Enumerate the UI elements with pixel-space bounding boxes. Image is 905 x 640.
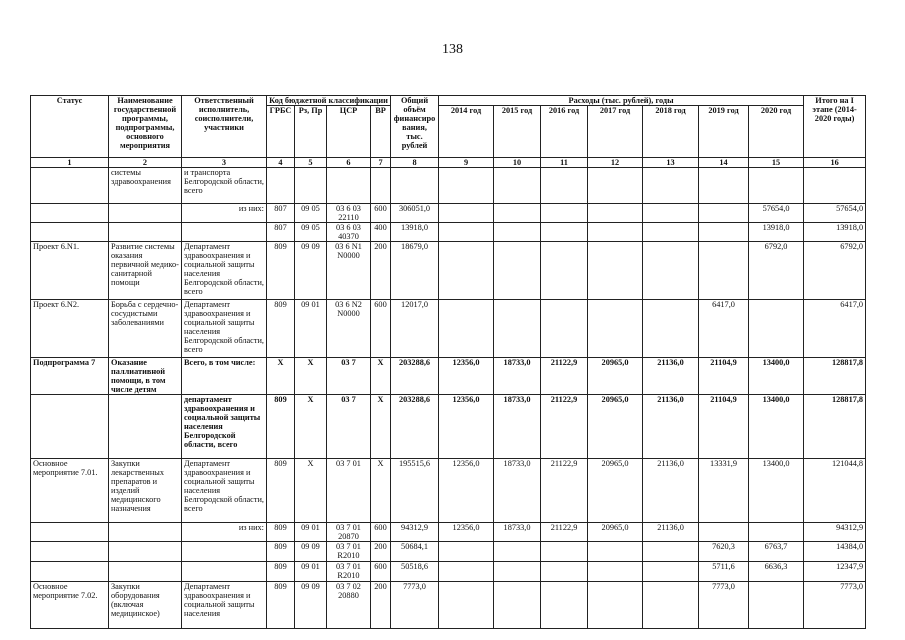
row-year-value: 18733,0 — [494, 523, 541, 542]
row-name — [109, 395, 182, 459]
row-year-value — [588, 300, 643, 358]
row-total-volume: 94312,9 — [391, 523, 439, 542]
row-year-value — [439, 204, 494, 223]
row-responsible: Департамент здравоохранения и социальной защиты населения Белгородской области, всего — [182, 459, 267, 523]
row-year-value: 21136,0 — [643, 523, 699, 542]
header-expenses: Расходы (тыс. рублей), годы — [439, 96, 804, 106]
row-year-value — [749, 168, 804, 204]
row-year-value: 6792,0 — [749, 242, 804, 300]
row-stage-total: 128817,8 — [804, 358, 866, 395]
row-total-volume: 195515,6 — [391, 459, 439, 523]
table-row — [31, 395, 866, 459]
row-year-value — [439, 542, 494, 562]
row-year-value: 13400,0 — [749, 459, 804, 523]
row-year-value — [541, 562, 588, 582]
row-name: Закупки лекарственных препаратов и изделий медицинского назначения — [109, 459, 182, 523]
row-year-value — [494, 168, 541, 204]
row-rzpr: 09 09 — [295, 582, 327, 629]
column-number: 9 — [439, 158, 494, 168]
row-year-value — [494, 582, 541, 629]
row-year-value — [541, 300, 588, 358]
column-number: 8 — [391, 158, 439, 168]
row-year-value — [588, 542, 643, 562]
row-csr — [327, 168, 371, 204]
header-year: 2015 год — [494, 106, 541, 158]
row-year-value — [643, 562, 699, 582]
column-number: 3 — [182, 158, 267, 168]
row-total-volume: 306051,0 — [391, 204, 439, 223]
row-name — [109, 223, 182, 242]
header-vr: ВР — [371, 106, 391, 158]
row-responsible: Департамент здравоохранения и социальной защиты населения Белгородской области, всего — [182, 300, 267, 358]
row-responsible: из них: — [182, 204, 267, 223]
row-vr: X — [371, 459, 391, 523]
column-number: 5 — [295, 158, 327, 168]
row-rzpr: X — [295, 459, 327, 523]
row-year-value — [643, 242, 699, 300]
row-rzpr: 09 05 — [295, 223, 327, 242]
row-rzpr — [295, 168, 327, 204]
row-stage-total: 94312,9 — [804, 523, 866, 542]
row-grbs: X — [267, 358, 295, 395]
row-status — [31, 223, 109, 242]
row-rzpr: X — [295, 358, 327, 395]
column-number: 1 — [31, 158, 109, 168]
row-year-value: 13918,0 — [749, 223, 804, 242]
row-stage-total — [804, 168, 866, 204]
row-status — [31, 523, 109, 542]
row-year-value — [749, 300, 804, 358]
row-responsible: департамент здравоохранения и социальной защиты населения Белгородской области, всего — [182, 395, 267, 459]
row-year-value — [588, 223, 643, 242]
column-number: 16 — [804, 158, 866, 168]
row-vr: 600 — [371, 562, 391, 582]
row-year-value — [588, 242, 643, 300]
header-stage-total: Итого на I этапе (2014-2020 годы) — [804, 96, 866, 158]
row-status: Подпрограмма 7 — [31, 358, 109, 395]
row-rzpr: 09 09 — [295, 542, 327, 562]
table-body — [31, 168, 866, 629]
row-year-value — [541, 242, 588, 300]
row-year-value — [439, 168, 494, 204]
column-number: 15 — [749, 158, 804, 168]
row-year-value: 57654,0 — [749, 204, 804, 223]
row-year-value: 18733,0 — [494, 395, 541, 459]
header-grbs: ГРБС — [267, 106, 295, 158]
row-year-value — [699, 242, 749, 300]
table-header — [31, 96, 866, 168]
row-total-volume: 50518,6 — [391, 562, 439, 582]
row-year-value — [749, 523, 804, 542]
row-stage-total: 12347,9 — [804, 562, 866, 582]
row-status — [31, 562, 109, 582]
row-stage-total: 121044,8 — [804, 459, 866, 523]
row-year-value — [439, 562, 494, 582]
row-year-value: 21122,9 — [541, 523, 588, 542]
row-year-value: 21104,9 — [699, 358, 749, 395]
row-stage-total: 6417,0 — [804, 300, 866, 358]
row-responsible — [182, 223, 267, 242]
row-vr: 600 — [371, 523, 391, 542]
table-row — [31, 582, 866, 629]
table-row — [31, 300, 866, 358]
row-vr: 200 — [371, 542, 391, 562]
header-year: 2017 год — [588, 106, 643, 158]
row-year-value: 13400,0 — [749, 358, 804, 395]
row-name: Развитие системы оказания первичной медико-санитарной помощи — [109, 242, 182, 300]
table-row — [31, 542, 866, 562]
table-row — [31, 523, 866, 542]
row-status — [31, 542, 109, 562]
row-year-value — [494, 300, 541, 358]
row-name: системы здравоохранения — [109, 168, 182, 204]
row-year-value — [643, 168, 699, 204]
header-year: 2019 год — [699, 106, 749, 158]
header-year: 2018 год — [643, 106, 699, 158]
row-year-value: 20965,0 — [588, 459, 643, 523]
row-responsible: и транспорта Белгородской области, всего — [182, 168, 267, 204]
row-vr: 200 — [371, 582, 391, 629]
row-year-value — [494, 223, 541, 242]
row-year-value — [494, 204, 541, 223]
row-year-value — [749, 582, 804, 629]
row-stage-total: 128817,8 — [804, 395, 866, 459]
row-total-volume: 203288,6 — [391, 358, 439, 395]
row-year-value: 21122,9 — [541, 459, 588, 523]
row-name: Борьба с сердечно-сосудистыми заболеваниями — [109, 300, 182, 358]
row-stage-total: 13918,0 — [804, 223, 866, 242]
row-year-value: 21122,9 — [541, 395, 588, 459]
row-stage-total: 14384,0 — [804, 542, 866, 562]
row-vr: 200 — [371, 242, 391, 300]
row-year-value: 6763,7 — [749, 542, 804, 562]
row-name — [109, 562, 182, 582]
row-year-value: 18733,0 — [494, 358, 541, 395]
column-number: 2 — [109, 158, 182, 168]
row-csr: 03 7 — [327, 358, 371, 395]
row-responsible: Всего, в том числе: — [182, 358, 267, 395]
header-year: 2020 год — [749, 106, 804, 158]
header-total-volume: Общий объём финансиро вания, тыс. рублей — [391, 96, 439, 158]
row-rzpr: 09 09 — [295, 242, 327, 300]
header-status: Статус — [31, 96, 109, 158]
header-rzpr: Рз, Пр — [295, 106, 327, 158]
column-number: 12 — [588, 158, 643, 168]
row-grbs — [267, 168, 295, 204]
row-responsible: Департамент здравоохранения и социальной защиты населения Белгородской области, всего — [182, 242, 267, 300]
row-name — [109, 523, 182, 542]
row-name: Закупки оборудования (включая медицинское) — [109, 582, 182, 629]
row-year-value — [699, 523, 749, 542]
row-year-value: 7773,0 — [699, 582, 749, 629]
column-number: 14 — [699, 158, 749, 168]
row-csr: 03 6 03 22110 — [327, 204, 371, 223]
row-year-value: 12356,0 — [439, 459, 494, 523]
row-year-value: 13400,0 — [749, 395, 804, 459]
row-year-value: 21122,9 — [541, 358, 588, 395]
row-year-value: 21136,0 — [643, 459, 699, 523]
row-grbs: 809 — [267, 242, 295, 300]
row-grbs: 807 — [267, 204, 295, 223]
row-grbs: 809 — [267, 562, 295, 582]
row-grbs: 807 — [267, 223, 295, 242]
row-rzpr: 09 05 — [295, 204, 327, 223]
row-vr: 600 — [371, 204, 391, 223]
row-stage-total: 7773,0 — [804, 582, 866, 629]
row-year-value: 12356,0 — [439, 358, 494, 395]
header-csr: ЦСР — [327, 106, 371, 158]
column-number: 13 — [643, 158, 699, 168]
row-total-volume — [391, 168, 439, 204]
row-total-volume: 12017,0 — [391, 300, 439, 358]
column-number: 10 — [494, 158, 541, 168]
row-year-value — [643, 582, 699, 629]
row-csr: 03 7 01 20870 — [327, 523, 371, 542]
row-status — [31, 168, 109, 204]
row-year-value — [494, 542, 541, 562]
row-total-volume: 18679,0 — [391, 242, 439, 300]
row-grbs: 809 — [267, 542, 295, 562]
header-budget-code: Код бюджетной классификации — [267, 96, 391, 106]
row-csr: 03 7 — [327, 395, 371, 459]
row-grbs: 809 — [267, 395, 295, 459]
row-rzpr: 09 01 — [295, 300, 327, 358]
row-responsible — [182, 542, 267, 562]
row-responsible — [182, 562, 267, 582]
row-year-value: 12356,0 — [439, 523, 494, 542]
table-row — [31, 358, 866, 395]
row-year-value: 13331,9 — [699, 459, 749, 523]
row-year-value — [588, 562, 643, 582]
row-year-value — [541, 168, 588, 204]
row-year-value: 20965,0 — [588, 358, 643, 395]
row-vr: 400 — [371, 223, 391, 242]
row-grbs: 809 — [267, 523, 295, 542]
row-status — [31, 395, 109, 459]
column-number: 7 — [371, 158, 391, 168]
row-year-value — [643, 223, 699, 242]
header-responsible: Ответственный исполнитель, соисполнители, участники — [182, 96, 267, 158]
row-year-value: 21104,9 — [699, 395, 749, 459]
budget-table — [30, 95, 866, 629]
row-year-value — [588, 168, 643, 204]
row-name — [109, 542, 182, 562]
row-year-value — [439, 242, 494, 300]
row-vr: 600 — [371, 300, 391, 358]
row-year-value — [439, 223, 494, 242]
table-row — [31, 459, 866, 523]
row-status — [31, 204, 109, 223]
table-row — [31, 562, 866, 582]
row-rzpr: 09 01 — [295, 523, 327, 542]
column-numbers-row — [31, 158, 866, 168]
row-rzpr: X — [295, 395, 327, 459]
row-csr: 03 7 01 R2010 — [327, 562, 371, 582]
row-grbs: 809 — [267, 582, 295, 629]
page-number: 138 — [442, 42, 463, 57]
row-name — [109, 204, 182, 223]
row-total-volume: 50684,1 — [391, 542, 439, 562]
row-year-value — [643, 542, 699, 562]
table-row — [31, 242, 866, 300]
row-status: Проект 6.N1. — [31, 242, 109, 300]
header-year: 2014 год — [439, 106, 494, 158]
column-number: 11 — [541, 158, 588, 168]
row-csr: 03 7 01 — [327, 459, 371, 523]
row-year-value — [541, 223, 588, 242]
row-csr: 03 6 N1 N0000 — [327, 242, 371, 300]
header-name: Наименование государственной программы, подпрограммы, основного мероприятия — [109, 96, 182, 158]
row-year-value: 5711,6 — [699, 562, 749, 582]
row-year-value: 20965,0 — [588, 395, 643, 459]
row-rzpr: 09 01 — [295, 562, 327, 582]
row-year-value: 20965,0 — [588, 523, 643, 542]
row-year-value — [541, 542, 588, 562]
row-year-value — [494, 242, 541, 300]
row-year-value — [643, 300, 699, 358]
row-vr — [371, 168, 391, 204]
row-year-value — [541, 582, 588, 629]
row-year-value: 18733,0 — [494, 459, 541, 523]
row-csr: 03 6 03 40370 — [327, 223, 371, 242]
row-csr: 03 7 01 R2010 — [327, 542, 371, 562]
row-responsible: Департамент здравоохранения и социальной защиты населения — [182, 582, 267, 629]
row-vr: X — [371, 395, 391, 459]
table-row — [31, 168, 866, 204]
table-row — [31, 223, 866, 242]
column-number: 6 — [327, 158, 371, 168]
row-year-value: 6636,3 — [749, 562, 804, 582]
row-year-value — [541, 204, 588, 223]
header-year: 2016 год — [541, 106, 588, 158]
row-stage-total: 6792,0 — [804, 242, 866, 300]
row-csr: 03 7 02 20880 — [327, 582, 371, 629]
row-year-value: 21136,0 — [643, 358, 699, 395]
row-total-volume: 203288,6 — [391, 395, 439, 459]
row-year-value — [588, 204, 643, 223]
row-year-value: 6417,0 — [699, 300, 749, 358]
row-responsible: из них: — [182, 523, 267, 542]
row-status: Основное мероприятие 7.01. — [31, 459, 109, 523]
row-year-value — [494, 562, 541, 582]
row-year-value: 12356,0 — [439, 395, 494, 459]
row-year-value — [439, 582, 494, 629]
row-year-value: 21136,0 — [643, 395, 699, 459]
row-year-value — [699, 223, 749, 242]
row-year-value — [588, 582, 643, 629]
row-grbs: 809 — [267, 459, 295, 523]
row-csr: 03 6 N2 N0000 — [327, 300, 371, 358]
row-vr: X — [371, 358, 391, 395]
row-year-value — [699, 168, 749, 204]
row-status: Основное мероприятие 7.02. — [31, 582, 109, 629]
row-total-volume: 13918,0 — [391, 223, 439, 242]
column-number: 4 — [267, 158, 295, 168]
row-name: Оказание паллиативной помощи, в том числе детям — [109, 358, 182, 395]
row-year-value: 7620,3 — [699, 542, 749, 562]
row-status: Проект 6.N2. — [31, 300, 109, 358]
row-year-value — [439, 300, 494, 358]
row-stage-total: 57654,0 — [804, 204, 866, 223]
row-year-value — [643, 204, 699, 223]
table-row — [31, 204, 866, 223]
row-total-volume: 7773,0 — [391, 582, 439, 629]
row-year-value — [699, 204, 749, 223]
row-grbs: 809 — [267, 300, 295, 358]
